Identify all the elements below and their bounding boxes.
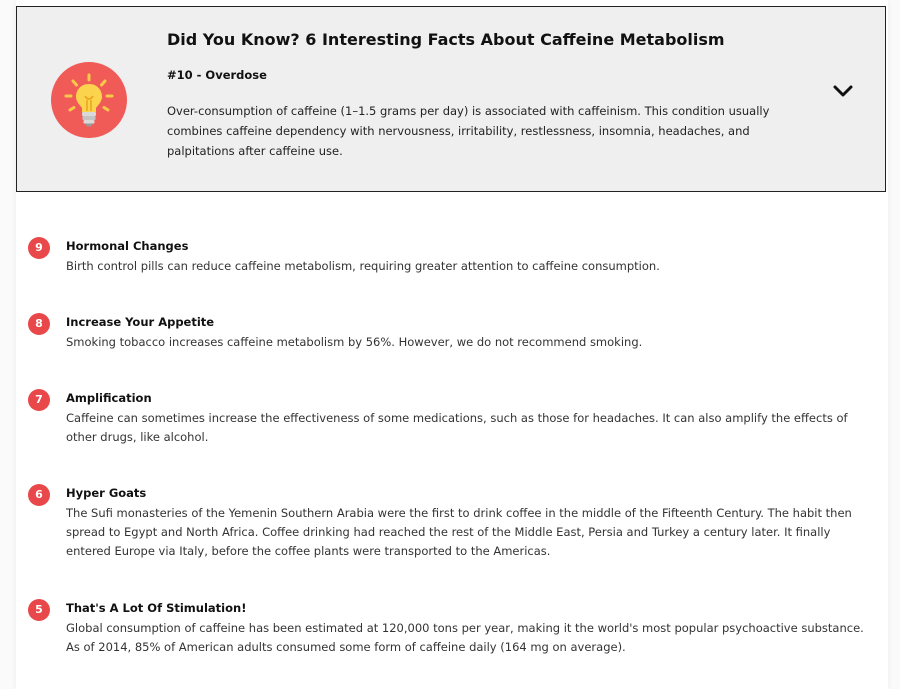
chevron-down-icon[interactable]	[831, 81, 855, 101]
number-badge: 8	[28, 313, 50, 335]
fact-title: Hormonal Changes	[66, 239, 189, 253]
fact-body: Birth control pills can reduce caffeine metabolism, requiring greater attention to caffeine consumption.	[66, 259, 660, 273]
number-badge: 9	[28, 237, 50, 259]
current-fact-body: Over-consumption of caffeine (1–1.5 grams per day) is associated with caffeinism. This condition usually combines caffeine dependency with nervousness, irritability, restlessness, insomnia, headaches, and palpitations after caffeine use.	[167, 104, 770, 158]
fact-body: Global consumption of caffeine has been estimated at 120,000 tons per year, making it the world's most popular psychoactive substance. As of 2014, 85% of American adults consumed some form of caffeine daily (164 mg on average).	[66, 621, 864, 654]
number-badge: 7	[28, 389, 50, 411]
current-fact-title: #10 - Overdose	[167, 68, 267, 82]
fact-title: That's A Lot Of Stimulation!	[66, 601, 247, 615]
fact-title: Hyper Goats	[66, 486, 147, 500]
did-you-know-card	[16, 6, 886, 192]
fact-title: Amplification	[66, 391, 152, 405]
lightbulb-icon	[51, 62, 127, 138]
card-title: Did You Know? 6 Interesting Facts About Caffeine Metabolism	[167, 30, 725, 49]
fact-body: Caffeine can sometimes increase the effectiveness of some medications, such as those for headaches. It can also amplify the effects of other drugs, like alcohol.	[66, 411, 848, 444]
number-badge: 5	[28, 599, 50, 621]
fact-body: Smoking tobacco increases caffeine metabolism by 56%. However, we do not recommend smoking.	[66, 335, 643, 349]
fact-title: Increase Your Appetite	[66, 315, 215, 329]
fact-body: The Sufi monasteries of the Yemenin Southern Arabia were the first to drink coffee in the middle of the Fifteenth Century. The habit then spread to Egypt and North Africa. Coffee drinking had reached the rest of the Middle East, Persia and Turkey a century later. It finally entered Europe via Italy, before the coffee plants were transported to the Americas.	[66, 506, 852, 558]
number-badge: 6	[28, 484, 50, 506]
